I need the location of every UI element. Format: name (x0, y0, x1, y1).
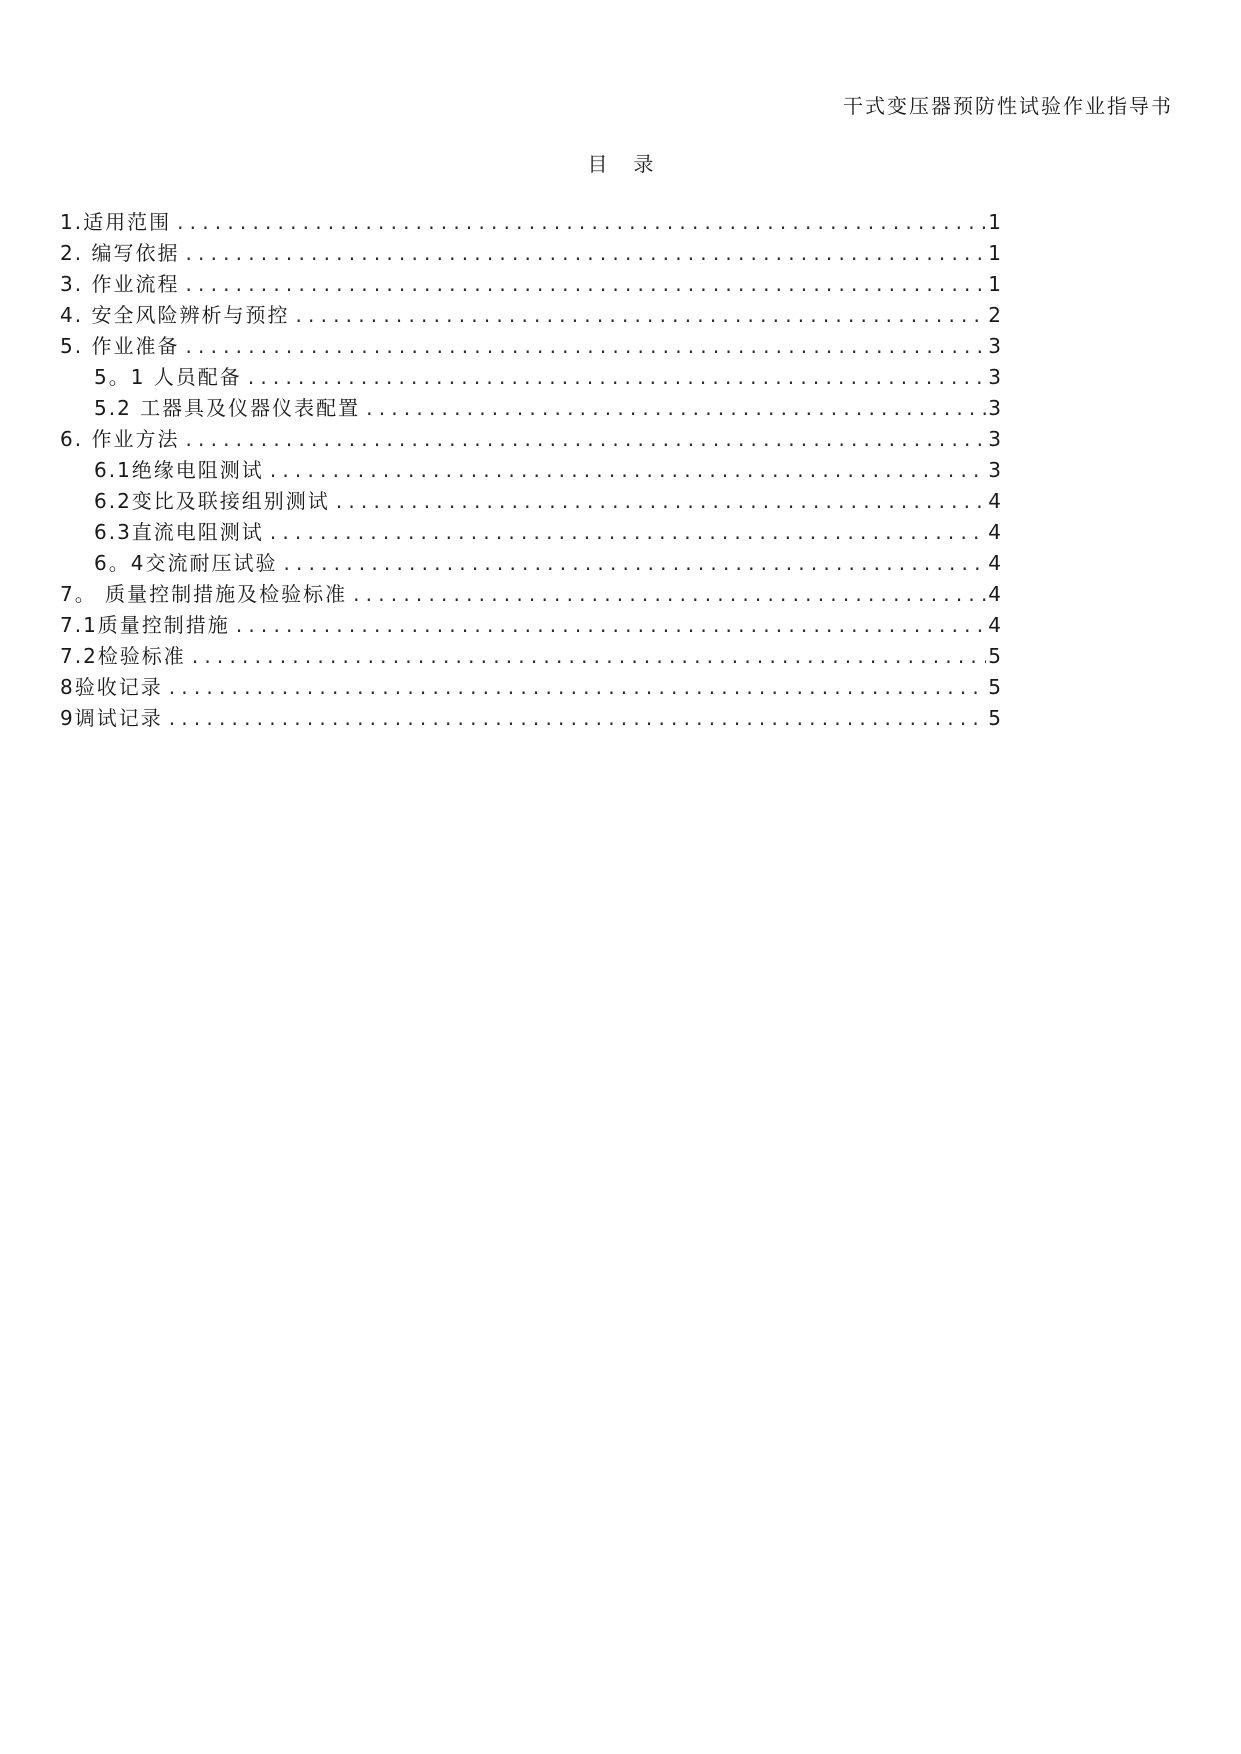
toc-dot-leader (366, 396, 986, 420)
toc-entry-6-4-ac-withstand[interactable] (60, 547, 1001, 578)
toc-dot-leader (185, 427, 986, 451)
toc-entry-2-basis[interactable] (60, 237, 1001, 268)
toc-dot-leader (185, 241, 986, 265)
toc-dot-leader (177, 210, 986, 234)
toc-entry-label: 1.适用范围 (60, 210, 172, 234)
toc-entry-label: 5.2 工器具及仪器仪表配置 (94, 396, 361, 420)
toc-entry-label: 8验收记录 (60, 675, 163, 699)
toc-entry-8-acceptance[interactable] (60, 671, 1001, 702)
toc-entry-page: 2 (988, 303, 1001, 327)
toc-entry-page: 4 (988, 551, 1001, 575)
toc-entry-4-safety-risk[interactable] (60, 299, 1001, 330)
toc-entry-5-2-tools[interactable] (60, 392, 1001, 423)
toc-entry-page: 1 (988, 210, 1001, 234)
toc-entry-label: 7.2检验标准 (60, 644, 186, 668)
toc-entry-9-commissioning[interactable] (60, 702, 1001, 733)
toc-entry-page: 3 (988, 427, 1001, 451)
toc-dot-leader (169, 706, 987, 730)
toc-entry-label: 6.1绝缘电阻测试 (94, 458, 264, 482)
toc-entry-page: 3 (988, 365, 1001, 389)
toc-entry-6-1-insulation[interactable] (60, 454, 1001, 485)
toc-entry-label: 3. 作业流程 (60, 272, 180, 296)
toc-entry-page: 5 (988, 675, 1001, 699)
toc-entry-page: 3 (988, 458, 1001, 482)
toc-entry-page: 3 (988, 334, 1001, 358)
toc-dot-leader (248, 365, 986, 389)
toc-entry-6-3-dc-resistance[interactable] (60, 516, 1001, 547)
toc-entry-label: 4. 安全风险辨析与预控 (60, 303, 290, 327)
toc-dot-leader (270, 458, 986, 482)
toc-dot-leader (353, 582, 986, 606)
toc-dot-leader (236, 613, 986, 637)
toc-dot-leader (270, 520, 986, 544)
toc-entry-3-workflow[interactable] (60, 268, 1001, 299)
toc-entry-label: 6。4交流耐压试验 (94, 551, 278, 575)
toc-entry-7-1-quality-measures[interactable] (60, 609, 1001, 640)
toc-entry-label: 6. 作业方法 (60, 427, 180, 451)
toc-entry-label: 2. 编写依据 (60, 241, 180, 265)
toc-dot-leader (283, 551, 986, 575)
toc-entry-page: 5 (988, 644, 1001, 668)
toc-entry-label: 6.3直流电阻测试 (94, 520, 264, 544)
toc-entry-page: 4 (988, 582, 1001, 606)
toc-dot-leader (336, 489, 986, 513)
toc-entry-7-2-inspection[interactable] (60, 640, 1001, 671)
toc-entry-label: 6.2变比及联接组别测试 (94, 489, 330, 513)
toc-title: 目录 (587, 152, 680, 176)
toc-entry-5-1-staffing[interactable] (60, 361, 1001, 392)
toc-entry-page: 4 (988, 489, 1001, 513)
toc-entry-5-preparation[interactable] (60, 330, 1001, 361)
toc-entry-label: 9调试记录 (60, 706, 163, 730)
toc-entry-label: 7.1质量控制措施 (60, 613, 230, 637)
toc-entry-label: 7。 质量控制措施及检验标准 (60, 582, 348, 606)
toc-entry-page: 5 (988, 706, 1001, 730)
toc-entry-page: 1 (988, 241, 1001, 265)
toc-dot-leader (185, 272, 986, 296)
toc-entry-label: 5. 作业准备 (60, 334, 180, 358)
toc-dot-leader (192, 644, 986, 668)
toc-entry-page: 4 (988, 613, 1001, 637)
running-header-title: 干式变压器预防性试验作业指导书 (843, 94, 1173, 118)
toc-dot-leader (169, 675, 987, 699)
toc-entry-page: 3 (988, 396, 1001, 420)
toc-entry-1-scope[interactable] (60, 206, 1001, 237)
toc-entry-page: 1 (988, 272, 1001, 296)
toc-entry-label: 5。1 人员配备 (94, 365, 242, 389)
toc-dot-leader (185, 334, 986, 358)
toc-entry-7-quality[interactable] (60, 578, 1001, 609)
toc-dot-leader (295, 303, 986, 327)
toc-entry-6-2-ratio[interactable] (60, 485, 1001, 516)
toc-entry-page: 4 (988, 520, 1001, 544)
toc-list (60, 206, 1001, 733)
toc-entry-6-methods[interactable] (60, 423, 1001, 454)
